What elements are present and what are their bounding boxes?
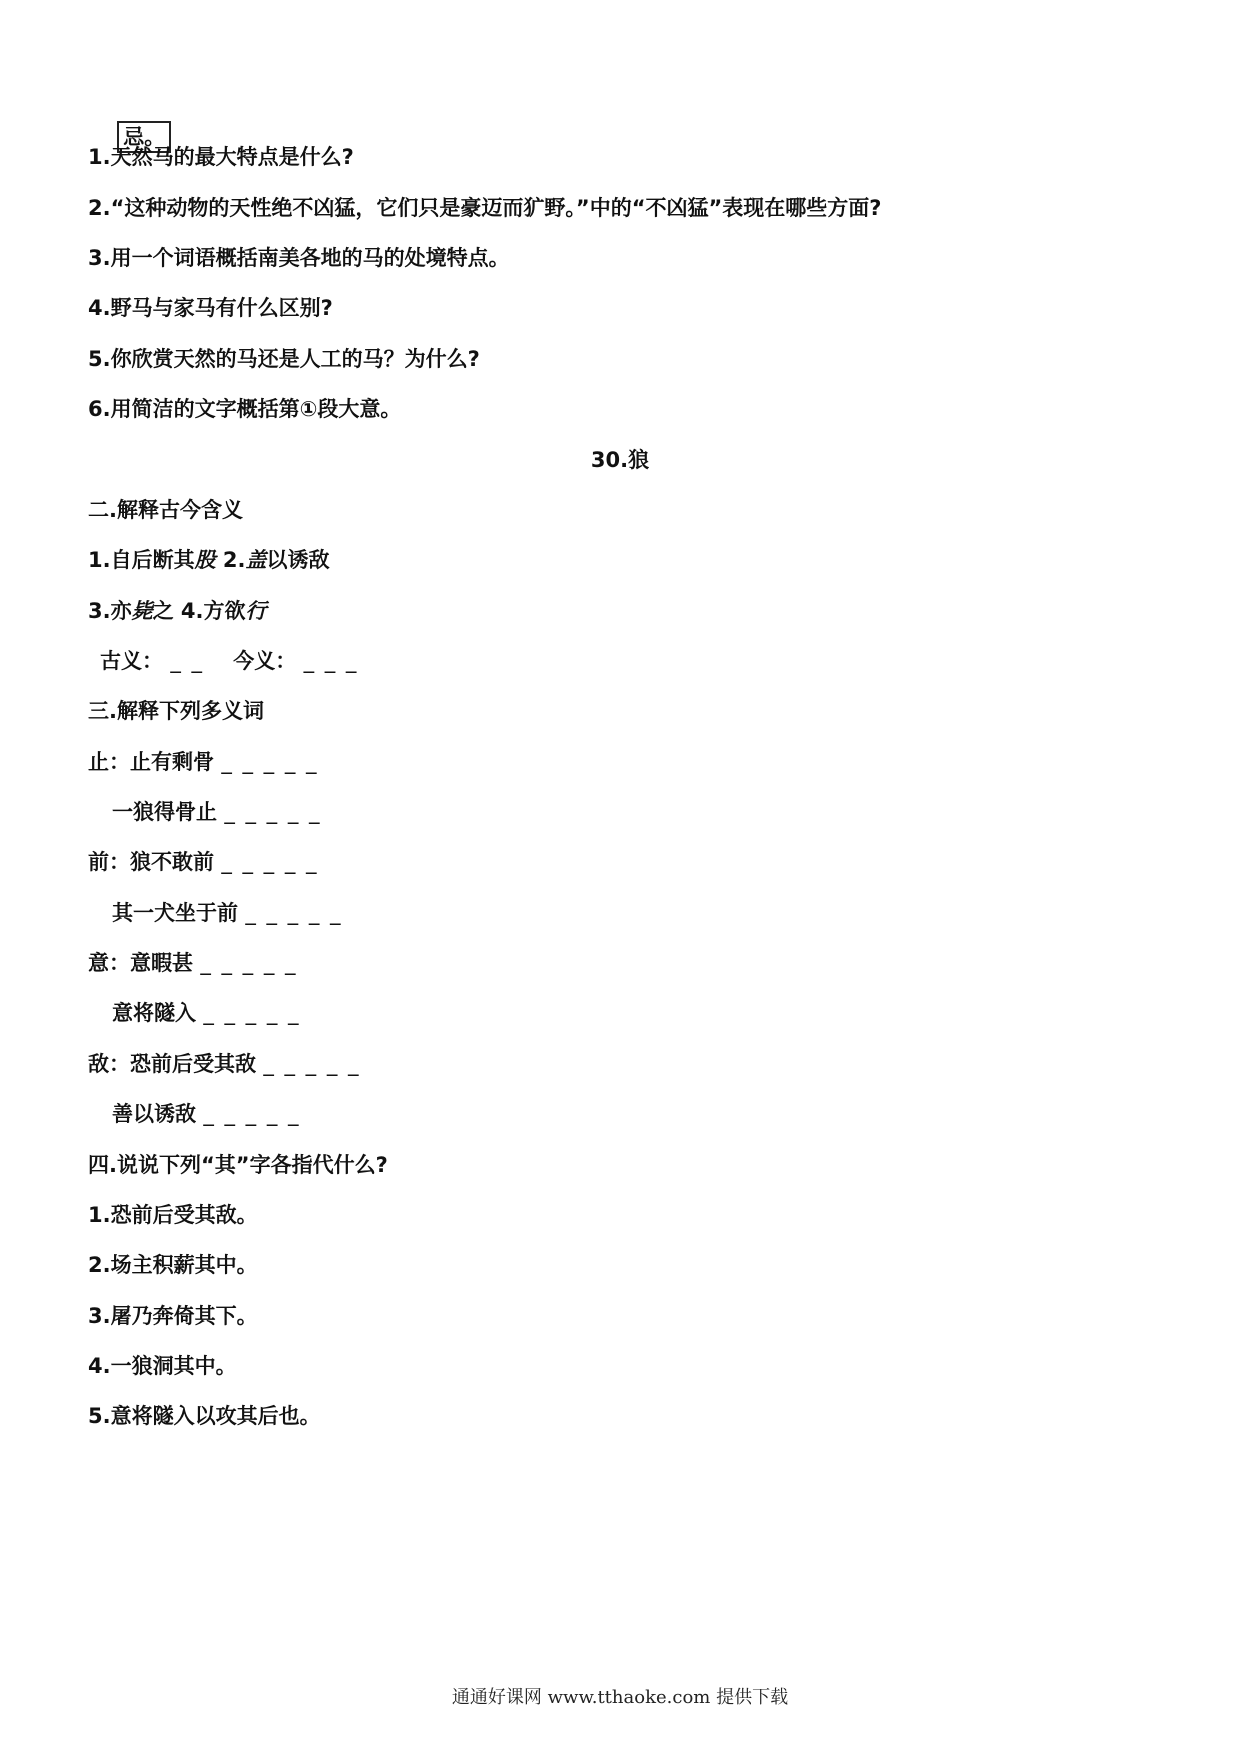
polysemy-text: 前：狼不敢前 bbox=[88, 850, 214, 874]
polysemy-item bbox=[88, 847, 319, 877]
question-4: 4.野马与家马有什么区别? bbox=[88, 296, 333, 320]
answer-blank: _ _ _ _ _ bbox=[203, 1001, 301, 1025]
answer-blank: _ _ _ _ _ bbox=[221, 750, 319, 774]
gu-blank: _ _ bbox=[170, 649, 204, 673]
polysemy-item bbox=[88, 1049, 361, 1079]
qi-item: 2.场主积薪其中。 bbox=[88, 1253, 258, 1277]
answer-blank: _ _ _ _ _ bbox=[221, 850, 319, 874]
answer-blank: _ _ _ _ _ bbox=[245, 901, 343, 925]
polysemy-text: 意：意暇甚 bbox=[88, 951, 193, 975]
polysemy-item bbox=[112, 998, 301, 1028]
section3-heading: 三.解释下列多义词 bbox=[88, 699, 264, 723]
row2-word-bi: 毙 bbox=[131, 599, 153, 623]
jin-label: 今义： bbox=[233, 649, 297, 673]
qi-item: 4.一狼洞其中。 bbox=[88, 1354, 237, 1378]
qi-item: 5.意将隧入以攻其后也。 bbox=[88, 1404, 321, 1428]
answer-blank: _ _ _ _ _ bbox=[263, 1052, 361, 1076]
page-footer: 通通好课网 www.tthaoke.com 提供下载 bbox=[451, 1687, 789, 1708]
question-3: 3.用一个词语概括南美各地的马的处境特点。 bbox=[88, 246, 510, 270]
question-1: 1.天然马的最大特点是什么? bbox=[88, 145, 354, 169]
polysemy-text: 其一犬坐于前 bbox=[112, 901, 238, 925]
polysemy-item bbox=[112, 898, 343, 928]
polysemy-text: 敌：恐前后受其敌 bbox=[88, 1052, 256, 1076]
question-6: 6.用简洁的文字概括第①段大意。 bbox=[88, 397, 402, 421]
answer-blank: _ _ _ _ _ bbox=[200, 951, 298, 975]
section2-heading: 二.解释古今含义 bbox=[88, 498, 243, 522]
question-2: 2.“这种动物的天性绝不凶猛，它们只是豪迈而犷野。”中的“不凶猛”表现在哪些方面? bbox=[88, 196, 882, 220]
polysemy-item bbox=[112, 1099, 301, 1129]
qi-item: 1.恐前后受其敌。 bbox=[88, 1203, 258, 1227]
section2-fill-line bbox=[100, 646, 358, 676]
row1-word-gai: 盖 bbox=[245, 548, 267, 572]
polysemy-text: 意将隧入 bbox=[112, 1001, 196, 1025]
row1-text-c: 以诱敌 bbox=[266, 548, 330, 572]
answer-blank: _ _ _ _ _ bbox=[203, 1102, 301, 1126]
answer-blank: _ _ _ _ _ bbox=[224, 800, 322, 824]
row1-word-gu: 股 bbox=[194, 548, 216, 572]
section4-heading: 四.说说下列“其”字各指代什么? bbox=[88, 1153, 388, 1177]
jin-blank: _ _ _ bbox=[303, 649, 359, 673]
section2-row1 bbox=[88, 545, 330, 575]
row2-word-xing: 行 bbox=[245, 599, 267, 623]
lesson-title: 30.狼 bbox=[590, 448, 650, 472]
row1-text-a: 1.自后断其 bbox=[88, 548, 195, 572]
qi-item: 3.屠乃奔倚其下。 bbox=[88, 1304, 258, 1328]
question-5: 5.你欣赏天然的马还是人工的马？为什么? bbox=[88, 347, 480, 371]
polysemy-item bbox=[88, 948, 298, 978]
row2-text-a: 3.亦 bbox=[88, 599, 132, 623]
polysemy-text: 止：止有剩骨 bbox=[88, 750, 214, 774]
section2-row2 bbox=[88, 596, 267, 626]
row2-text-b: 之 4.方欲 bbox=[152, 599, 246, 623]
polysemy-text: 善以诱敌 bbox=[112, 1102, 196, 1126]
row1-text-b: 2. bbox=[215, 548, 246, 572]
polysemy-item bbox=[112, 797, 322, 827]
polysemy-text: 一狼得骨止 bbox=[112, 800, 217, 824]
gu-label: 古义： bbox=[100, 649, 163, 673]
boxed-fragment: 忌。 bbox=[117, 121, 171, 153]
polysemy-item bbox=[88, 747, 319, 777]
